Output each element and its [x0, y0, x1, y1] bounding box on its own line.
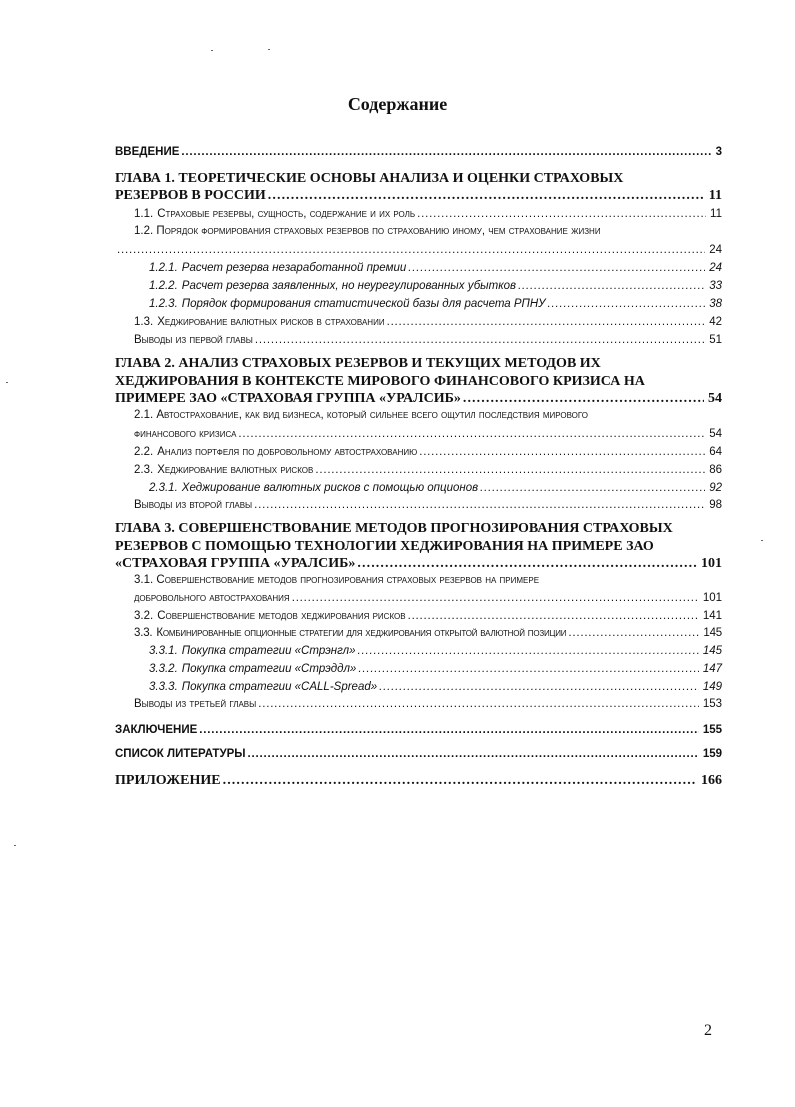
toc-section-number: 3.3. — [134, 627, 153, 639]
toc-page-number: 11 — [708, 188, 722, 203]
toc-page-number: 11 — [710, 208, 722, 220]
toc-entry-title: Выводы из третьей главы — [134, 698, 257, 710]
toc-entry-title: «СТРАХОВАЯ ГРУППА «УРАЛСИБ» — [115, 556, 356, 571]
toc-page-number: 101 — [701, 556, 722, 571]
toc-section-3-2[interactable] — [134, 610, 722, 622]
dot-leader — [358, 645, 699, 657]
toc-entry-title: Расчет резерва заявленных, но неурегулированных убытков — [181, 280, 517, 292]
toc-conclusions-2[interactable] — [134, 499, 722, 511]
toc-entry-title: РЕЗЕРВОВ В РОССИИ — [115, 188, 266, 203]
scan-speck — [268, 49, 270, 50]
dot-leader — [223, 773, 697, 789]
toc-entry-title: Хеджирование валютных рисков с помощью опционов — [181, 482, 479, 494]
toc-chapter-3[interactable] — [115, 556, 722, 572]
dot-leader — [480, 482, 705, 494]
toc-entry-introduction[interactable] — [115, 146, 722, 158]
toc-entry-title: ВВЕДЕНИЕ — [115, 146, 180, 158]
toc-entry-title: Совершенствование методов хеджирования рисков — [157, 610, 406, 622]
dot-leader — [548, 298, 706, 310]
toc-page-number: 24 — [709, 262, 722, 274]
dot-leader — [268, 188, 705, 204]
toc-section-1-2-line1[interactable] — [134, 225, 601, 237]
toc-page-number: 147 — [702, 663, 722, 675]
dot-leader — [292, 592, 699, 604]
page-title: Содержание — [347, 94, 448, 114]
toc-section-number: 1.2.3. — [149, 298, 178, 310]
toc-section-number: 2.3. — [134, 464, 154, 476]
toc-section-3-1[interactable] — [134, 592, 722, 604]
toc-page-number: 54 — [709, 428, 722, 440]
toc-entry-title: Комбинированные опционные стратегии для хеджирования открытой валютной позиции — [156, 627, 567, 639]
dot-leader — [387, 316, 706, 328]
toc-entry-title: Покупка стратегии «CALL-Spread» — [181, 681, 378, 693]
toc-entry-title: ПРИЛОЖЕНИЕ — [115, 773, 221, 788]
toc-section-number: 2.3.1. — [149, 482, 178, 494]
toc-subsection-3-3-2[interactable] — [149, 663, 722, 675]
toc-section-number: 1.3. — [134, 316, 154, 328]
toc-entry-references[interactable] — [115, 748, 722, 760]
toc-section-1-3[interactable] — [134, 316, 722, 328]
toc-page-number: 3 — [715, 146, 722, 158]
toc-page-number: 33 — [709, 280, 722, 292]
toc-chapter-2-line1: ГЛАВА 2. АНАЛИЗ СТРАХОВЫХ РЕЗЕРВОВ И ТЕКУЩИХ МЕТОДОВ ИХ — [115, 356, 601, 371]
toc-section-2-1-line1[interactable] — [134, 409, 588, 421]
toc-page-number: 24 — [709, 244, 722, 256]
dot-leader — [408, 610, 699, 622]
toc-entry-title: ПРИМЕРЕ ЗАО «СТРАХОВАЯ ГРУППА «УРАЛСИБ» — [115, 391, 461, 406]
toc-page-number: 38 — [709, 298, 722, 310]
toc-entry-title: Выводы из второй главы — [134, 499, 253, 511]
toc-section-number: 3.1. — [134, 574, 154, 586]
toc-entry-title: Анализ портфеля по добровольному автострахованию — [157, 446, 418, 458]
toc-entry-title: Выводы из первой главы — [134, 334, 253, 346]
toc-entry-title: Порядок формирования статистической базы для расчета РПНУ — [181, 298, 546, 310]
toc-page-number: 64 — [709, 446, 722, 458]
toc-chapter-1-line1: ГЛАВА 1. ТЕОРЕТИЧЕСКИЕ ОСНОВЫ АНАЛИЗА И ОЦЕНКИ СТРАХОВЫХ — [115, 171, 624, 186]
scan-speck — [211, 50, 213, 51]
dot-leader — [181, 146, 711, 158]
toc-page-number: 141 — [702, 610, 722, 622]
toc-subsection-2-3-1[interactable] — [149, 482, 722, 494]
toc-entry-title: Совершенствование методов прогнозирования страховых резервов на примере — [156, 574, 540, 586]
page-number: 2 — [704, 1022, 712, 1039]
toc-section-number: 2.2. — [134, 446, 154, 458]
toc-entry-title: Автострахование, как вид бизнеса, который сильнее всего ощутил последствия мирового — [156, 409, 589, 421]
dot-leader — [463, 391, 704, 407]
toc-section-1-1[interactable] — [134, 208, 722, 220]
dot-leader — [408, 262, 705, 274]
toc-conclusions-1[interactable] — [134, 334, 722, 346]
toc-section-number: 1.2.2. — [149, 280, 178, 292]
toc-page-number: 155 — [702, 724, 722, 736]
toc-section-number: 1.1. — [134, 208, 154, 220]
toc-section-number: 3.3.2. — [149, 663, 178, 675]
dot-leader — [238, 428, 705, 440]
toc-section-number: 3.2. — [134, 610, 154, 622]
toc-entry-title: финансового кризиса — [134, 428, 237, 440]
toc-page-number: 42 — [709, 316, 722, 328]
toc-subsection-3-3-1[interactable] — [149, 645, 722, 657]
dot-leader — [568, 627, 699, 639]
toc-section-number: 3.3.1. — [149, 645, 178, 657]
toc-page-number: 92 — [709, 482, 722, 494]
toc-chapter-3-line1: ГЛАВА 3. СОВЕРШЕНСТВОВАНИЕ МЕТОДОВ ПРОГНОЗИРОВАНИЯ СТРАХОВЫХ — [115, 521, 673, 536]
toc-page-number: 145 — [702, 645, 722, 657]
toc-entry-appendix[interactable] — [115, 773, 722, 789]
toc-page-number: 159 — [702, 748, 722, 760]
dot-leader — [315, 464, 705, 476]
dot-leader — [518, 280, 705, 292]
toc-page-number: 153 — [702, 698, 722, 710]
toc-entry-title: Порядок формирования страховых резервов по страхованию иному, чем страхование жизни — [156, 225, 601, 237]
toc-section-2-1[interactable] — [134, 428, 722, 440]
toc-chapter-1[interactable] — [115, 188, 722, 204]
dot-leader — [117, 244, 705, 256]
toc-entry-title: Хеджирование валютных рисков в страховании — [157, 316, 385, 328]
toc-entry-title: добровольного автострахования — [134, 592, 290, 604]
scan-speck — [761, 540, 763, 541]
dot-leader — [358, 663, 698, 675]
toc-entry-title: СПИСОК ЛИТЕРАТУРЫ — [115, 748, 246, 760]
toc-chapter-2-line2: ХЕДЖИРОВАНИЯ В КОНТЕКСТЕ МИРОВОГО ФИНАНСОВОГО КРИЗИСА НА — [115, 374, 645, 389]
toc-page-number: 86 — [709, 464, 722, 476]
toc-subsection-3-3-3[interactable] — [149, 681, 722, 693]
dot-leader — [199, 724, 699, 736]
toc-section-number: 1.2.1. — [149, 262, 178, 274]
toc-section-number: 1.2. — [134, 225, 154, 237]
dot-leader — [419, 446, 705, 458]
toc-page-number: 101 — [702, 592, 722, 604]
toc-section-number: 3.3.3. — [149, 681, 178, 693]
dot-leader — [357, 556, 697, 572]
toc-section-number: 2.1. — [134, 409, 154, 421]
toc-entry-title: Расчет резерва незаработанной премии — [181, 262, 407, 274]
toc-section-2-2[interactable] — [134, 446, 722, 458]
toc-chapter-3-line2: РЕЗЕРВОВ С ПОМОЩЬЮ ТЕХНОЛОГИИ ХЕДЖИРОВАНИЯ НА ПРИМЕРЕ ЗАО — [115, 539, 654, 554]
toc-entry-conclusion[interactable] — [115, 724, 722, 736]
toc-page-number: 149 — [702, 681, 722, 693]
toc-page-number: 145 — [703, 627, 722, 639]
toc-page-number: 98 — [709, 499, 722, 511]
dot-leader — [379, 681, 699, 693]
toc-section-3-3[interactable] — [134, 627, 722, 639]
toc-subsection-1-2-2[interactable] — [149, 280, 722, 292]
toc-entry-title: Покупка стратегии «Стрэддл» — [181, 663, 357, 675]
toc-entry-title: Страховые резервы, сущность, содержание и их роль — [157, 208, 416, 220]
toc-conclusions-3[interactable] — [134, 698, 722, 710]
toc-subsection-1-2-3[interactable] — [149, 298, 722, 310]
dot-leader — [417, 208, 706, 220]
scan-speck — [6, 382, 8, 383]
toc-entry-title: ЗАКЛЮЧЕНИЕ — [115, 724, 198, 736]
dot-leader — [248, 748, 699, 760]
toc-page-number: 51 — [709, 334, 722, 346]
toc-entry-title: Хеджирование валютных рисков — [157, 464, 314, 476]
dot-leader — [258, 698, 699, 710]
dot-leader — [254, 499, 705, 511]
toc-chapter-2[interactable] — [115, 391, 722, 407]
toc-subsection-1-2-1[interactable] — [149, 262, 722, 274]
toc-page-number: 54 — [708, 391, 722, 406]
toc-section-1-2[interactable] — [115, 244, 722, 256]
toc-section-2-3[interactable] — [134, 464, 722, 476]
toc-page-number: 166 — [701, 773, 722, 788]
toc-entry-title: Покупка стратегии «Стрэнгл» — [181, 645, 356, 657]
scan-speck — [14, 845, 16, 846]
toc-section-3-1-line1[interactable] — [134, 574, 539, 586]
dot-leader — [255, 334, 705, 346]
